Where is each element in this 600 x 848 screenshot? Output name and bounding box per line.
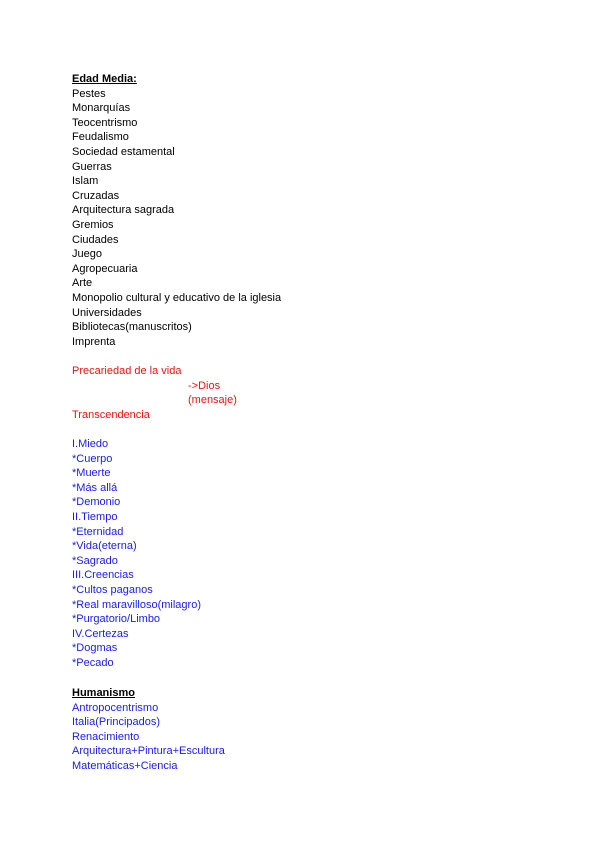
- theme-item: II.Tiempo: [72, 510, 118, 523]
- humanismo-item: Renacimiento: [72, 730, 140, 743]
- humanismo-item: Antropocentrismo: [72, 701, 159, 714]
- theme-item: *Dogmas: [72, 642, 118, 655]
- edad-media-item: Gremios: [72, 218, 114, 231]
- humanismo-heading: Humanismo: [72, 687, 135, 699]
- edad-media-item: Cruzadas: [72, 189, 120, 202]
- mensaje-line: (mensaje): [188, 394, 237, 407]
- theme-item: *Vida(eterna): [72, 540, 137, 553]
- humanismo-section: [72, 686, 532, 774]
- theme-item: *Real maravilloso(milagro): [72, 598, 201, 611]
- edad-media-item: Monopolio cultural y educativo de la iglesia: [72, 291, 282, 304]
- theme-item: *Cuerpo: [72, 452, 113, 465]
- edad-media-section: [72, 72, 532, 349]
- edad-media-item: Bibliotecas(manuscritos): [72, 321, 192, 334]
- theme-item: *Purgatorio/Limbo: [72, 613, 161, 626]
- edad-media-item: Imprenta: [72, 335, 116, 348]
- edad-media-item: Teocentrismo: [72, 116, 138, 129]
- edad-media-item: Monarquías: [72, 102, 131, 115]
- theme-item: *Demonio: [72, 496, 121, 509]
- edad-media-item: Islam: [72, 175, 99, 188]
- theme-item: *Eternidad: [72, 525, 124, 538]
- edad-media-item: Ciudades: [72, 233, 119, 246]
- theme-item: *Pecado: [72, 656, 114, 669]
- precariedad-line: Precariedad de la vida: [72, 365, 182, 377]
- edad-media-item: Arquitectura sagrada: [72, 204, 175, 217]
- edad-media-item: Pestes: [72, 87, 106, 100]
- humanismo-item: Arquitectura+Pintura+Escultura: [72, 745, 225, 758]
- theme-item: *Cultos paganos: [72, 583, 153, 596]
- edad-media-heading: Edad Media:: [72, 73, 137, 85]
- theme-item: *Más allá: [72, 481, 118, 494]
- theme-item: *Sagrado: [72, 554, 118, 567]
- edad-media-item: Juego: [72, 248, 102, 261]
- trascendencia-line: Transcendencia: [72, 408, 150, 421]
- theme-item: III.Creencias: [72, 569, 134, 582]
- edad-media-item: Arte: [72, 277, 93, 290]
- edad-media-item: Universidades: [72, 306, 142, 319]
- edad-media-item: Feudalismo: [72, 131, 129, 144]
- theme-item: I.Miedo: [72, 438, 109, 450]
- theme-item: *Muerte: [72, 467, 111, 480]
- concept-section: [72, 364, 532, 422]
- dios-line: ->Dios: [188, 379, 221, 392]
- theme-item: IV.Certezas: [72, 627, 129, 640]
- themes-section: [72, 437, 532, 671]
- humanismo-item: Italia(Principados): [72, 716, 161, 729]
- edad-media-item: Agropecuaria: [72, 262, 138, 275]
- edad-media-item: Guerras: [72, 160, 112, 173]
- edad-media-item: Sociedad estamental: [72, 145, 175, 158]
- humanismo-item: Matemáticas+Ciencia: [72, 759, 178, 772]
